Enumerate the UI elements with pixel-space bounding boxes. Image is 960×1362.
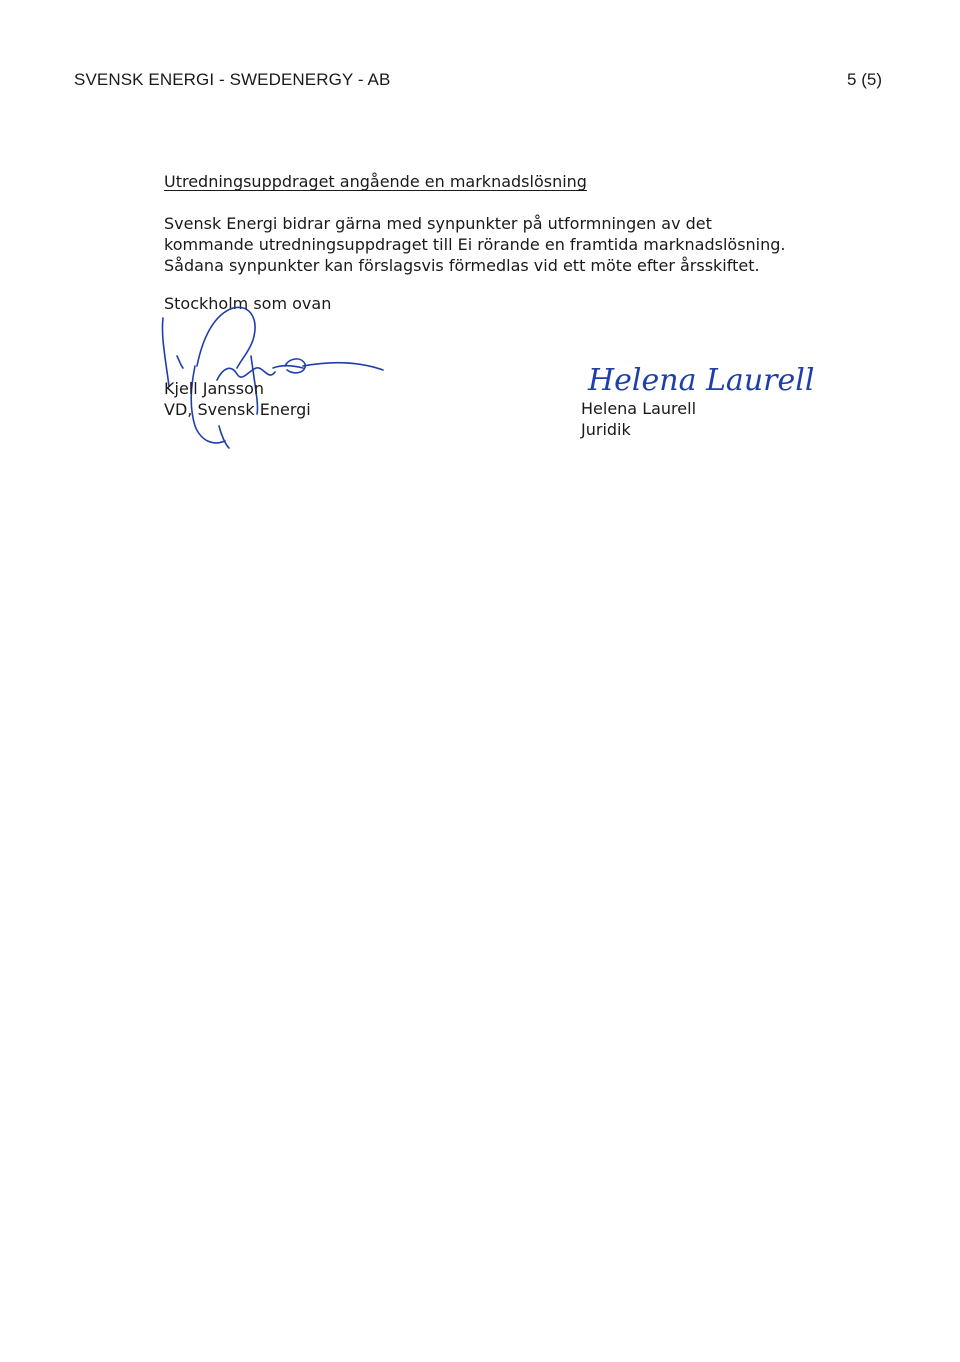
signatory-kjell-jansson [164, 378, 311, 420]
body-paragraph [164, 213, 844, 276]
signatory-name: Helena Laurell [581, 399, 697, 418]
signatory-name: Kjell Jansson [164, 379, 265, 398]
paragraph-line: kommande utredningsuppdraget till Ei rörande en framtida marknadslösning. [164, 235, 786, 254]
signatory-title: VD, Svensk Energi [164, 400, 311, 419]
section-heading: Utredningsuppdraget angående en marknadslösning [164, 172, 587, 191]
page-number: 5 (5) [847, 70, 882, 89]
header-organization: SVENSK ENERGI - SWEDENERGY - AB [74, 70, 391, 89]
handwritten-signature-text: Helena Laurell [588, 363, 815, 398]
paragraph-line: Sådana synpunkter kan förslagsvis förmedlas vid ett möte efter årsskiftet. [164, 256, 760, 275]
signatory-title: Juridik [581, 420, 631, 439]
signatory-helena-laurell [581, 398, 696, 440]
place-date-line: Stockholm som ovan [164, 294, 332, 313]
signature-helena-laurell [584, 346, 815, 402]
paragraph-line: Svensk Energi bidrar gärna med synpunkter på utformningen av det [164, 214, 712, 233]
